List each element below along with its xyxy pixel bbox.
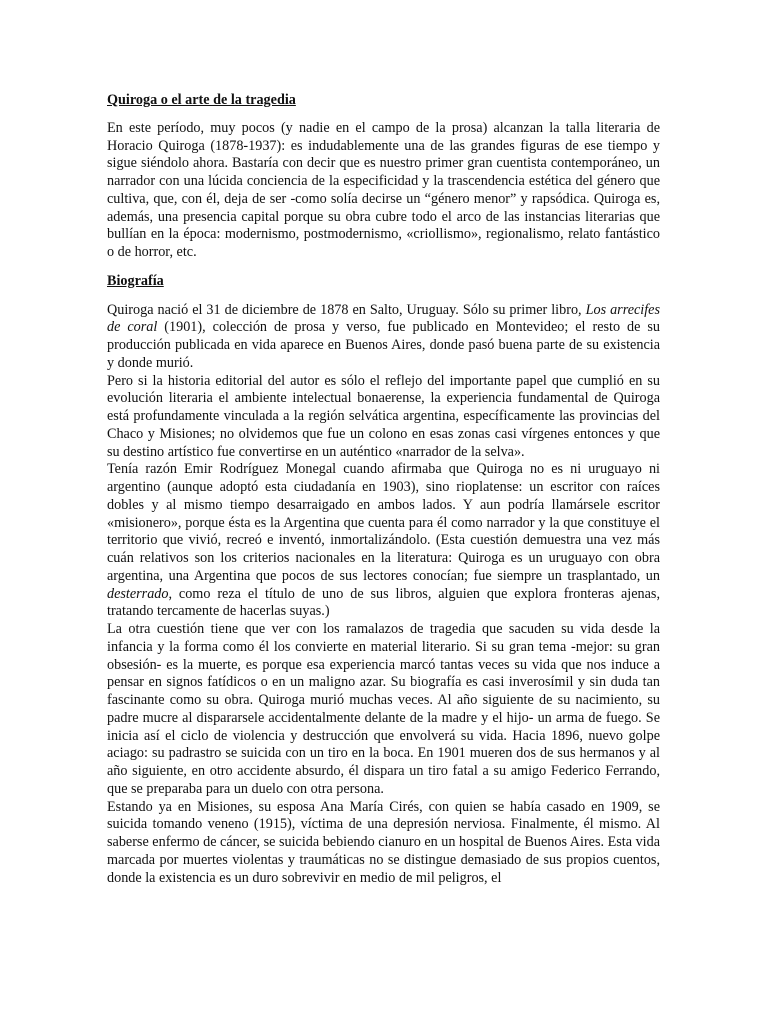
bio-p3-text-b: , como reza el título de uno de sus libros, alguien que explora fronteras ajenas, tratando tercamente de hacerlas suyas.) (107, 585, 660, 620)
intro-paragraph: En este período, muy pocos (y nadie en el campo de la prosa) alcanzan la talla literaria de Horacio Quiroga (1878-1937): es indudablemente una de las grandes figuras de ese tiempo y sigue siéndolo ahora. Bastaría con decir que es nuestro primer gran cuentista contemporáneo, un narrador con una lúcida conciencia de la especificidad y la trascendencia estética del género que cultiva, que, con él, deja de ser -como solía decirse un “género menor” y rapsódica. Quiroga es, además, una presencia capital porque su obra cubre todo el arco de las instancias literarias que bullían en la época: modernismo, postmodernismo, «criollismo», regionalismo, relato fantástico o de horror, etc. (107, 119, 660, 260)
bio-paragraph-5: Estando ya en Misiones, su esposa Ana María Cirés, con quien se había casado en 1909, se suicida tomando veneno (1915), víctima de una depresión nerviosa. Finalmente, él mismo. Al saberse enfermo de cáncer, se suicida bebiendo cianuro en un hospital de Buenos Aires. Esta vida marcada por muertes violentas y traumáticas no se distingue demasiado de sus propios cuentos, donde la existencia es un duro sobrevivir en medio de mil peligros, el (107, 798, 660, 886)
bio-p1-text-b: (1901), colección de prosa y verso, fue publicado en Montevideo; el resto de su producción publicada en vida aparece en Buenos Aires, donde pasó buena parte de su existencia y donde murió. (107, 319, 661, 371)
document-page (107, 92, 660, 887)
bio-paragraph-4: La otra cuestión tiene que ver con los ramalazos de tragedia que sacuden su vida desde la infancia y la forma como él los convierte en material literario. Si su gran tema -mejor: su gran obsesión- es la muerte, es porque esa experiencia marcó tantas veces su vida que nos induce a pensar en signos fatídicos o en un maligno azar. Su biografía es casi inverosímil y sin duda tan fascinante como su obra. Quiroga murió muchas veces. Al año siguiente de su nacimiento, su padre mucre al dispararsele accidentalmente delante de la madre y el hijo- un arma de fuego. Se inicia así el ciclo de violencia y destrucción que envolverá su vida. Hacia 1896, nuevo golpe aciago: su padrastro se suicida con un tiro en la boca. En 1901 mueren dos de sus hermanos y al año siguiente, en otro accidente absurdo, él dispara un tiro fatal a su amigo Federico Ferrando, que se preparaba para un duelo con otra persona. (107, 621, 660, 797)
spacer (107, 291, 660, 302)
section-title-tragedia: Quiroga o el arte de la tragedia (107, 92, 296, 108)
bio-p1-text-a: Quiroga nació el 31 de diciembre de 1878 en Salto, Uruguay. Sólo su primer libro, (107, 301, 586, 318)
bio-p3-text-a: Tenía razón Emir Rodríguez Monegal cuando afirmaba que Quiroga no es ni uruguayo ni argentino (aunque adoptó esta ciudadanía en 1903), sino rioplatense: un escritor con raíces dobles y al mismo tiempo desarraigado en ambos lados. Y aun podría llamársele escritor «misionero», porque ésta es la Argentina que cuenta para él como narrador y la que constituye el territorio que vivió, recreó e inventó, inmortalizándolo. (Esta cuestión demuestra una vez más cuán relativos son los criterios nacionales en la literatura: Quiroga es un uruguayo con obra argentina, una Argentina que pocos de sus lectores conocían; fue siempre un trasplantado, un (107, 461, 660, 584)
bio-paragraph-2: Pero si la historia editorial del autor es sólo el reflejo del importante papel que cumplió en su evolución literaria el ambiente intelectual bonaerense, la experiencia fundamental de Quiroga está profundamente vinculada a la región selvática argentina, específicamente las provincias del Chaco y Misiones; no olvidemos que fue un colono en esas zonas casi vírgenes entonces y que su destino artístico fue convertirse en un auténtico «narrador de la selva». (107, 372, 660, 460)
spacer (107, 262, 660, 273)
book-title-desterrado: desterrado (107, 585, 169, 602)
spacer (107, 110, 660, 120)
bio-paragraph-3 (107, 461, 660, 621)
bio-paragraph-1 (107, 302, 660, 373)
section-title-biografia: Biografía (107, 272, 164, 289)
book-title-arrecifes: Los arrecifes de coral (107, 301, 660, 336)
